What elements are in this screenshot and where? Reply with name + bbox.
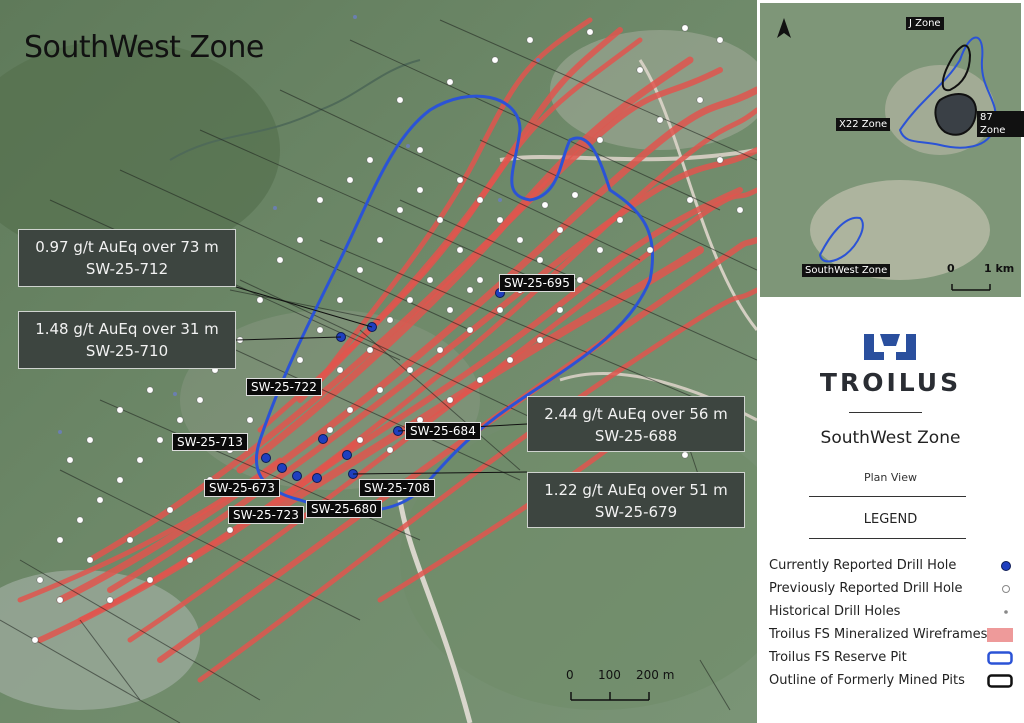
callout-hole: SW-25-679: [594, 503, 678, 521]
red-fill-icon: [987, 628, 1013, 642]
legend-item-mined-pits: [769, 671, 1019, 691]
legend-item-current-hole: [769, 556, 1019, 576]
callout-grade: 0.97 g/t AuEq over 73 m: [35, 238, 219, 256]
inset-label-southwest-zone: SouthWest Zone: [802, 264, 890, 277]
blue-outline-icon: [987, 651, 1013, 665]
legend-label: Historical Drill Holes: [769, 604, 901, 619]
callout-sw-25-712: [18, 229, 236, 287]
callout-grade: 2.44 g/t AuEq over 56 m: [544, 405, 728, 423]
callout-hole: SW-25-712: [85, 260, 169, 278]
map-title: SouthWest Zone: [24, 30, 264, 65]
divider: [849, 412, 922, 413]
callout-sw-25-710: [18, 311, 236, 369]
legend-label: Previously Reported Drill Hole: [769, 581, 963, 596]
hole-label: SW-25-723: [228, 506, 304, 524]
legend-label: Currently Reported Drill Hole: [769, 558, 957, 573]
hole-label: SW-25-673: [204, 479, 280, 497]
panel-title: SouthWest Zone: [820, 428, 961, 448]
hole-label: SW-25-695: [499, 274, 575, 292]
divider: [809, 538, 966, 539]
troilus-logo-icon: [860, 330, 920, 364]
callout-hole: SW-25-688: [594, 427, 678, 445]
scale-label-mid: 100: [598, 668, 621, 682]
inset-scale-end: 1 km: [984, 262, 1015, 275]
legend-panel: [759, 300, 1022, 721]
hole-label: SW-25-684: [405, 422, 481, 440]
legend-header: LEGEND: [863, 512, 918, 527]
blue-dot-icon: [999, 560, 1013, 572]
inset-label-87-zone: 87 Zone: [977, 111, 1024, 137]
troilus-logo-text: TROILUS: [819, 368, 962, 397]
callout-hole: SW-25-710: [85, 342, 169, 360]
legend-item-previous-hole: [769, 579, 1019, 599]
legend-item-historical-hole: [769, 602, 1019, 622]
legend-item-wireframes: [769, 625, 1019, 645]
scale-label-zero: 0: [566, 668, 574, 682]
scale-label-end: 200 m: [636, 668, 675, 682]
legend-label: Outline of Formerly Mined Pits: [769, 673, 965, 688]
inset-mined-pit: [935, 94, 976, 135]
grey-dot-icon: [999, 606, 1013, 618]
callout-sw-25-688: [527, 396, 745, 452]
inset-label-j-zone: J Zone: [906, 17, 944, 30]
hole-label: SW-25-722: [246, 378, 322, 396]
callout-sw-25-679: [527, 472, 745, 528]
panel-subtitle: Plan View: [863, 471, 917, 484]
divider: [809, 496, 966, 497]
black-outline-icon: [987, 674, 1013, 688]
inset-scale-zero: 0: [947, 262, 955, 275]
hole-label: SW-25-713: [172, 433, 248, 451]
inset-label-x22-zone: X22 Zone: [836, 118, 890, 131]
legend-label: Troilus FS Mineralized Wireframes: [769, 627, 988, 642]
hole-label: SW-25-708: [359, 479, 435, 497]
legend-label: Troilus FS Reserve Pit: [769, 650, 907, 665]
callout-grade: 1.48 g/t AuEq over 31 m: [35, 320, 219, 338]
hole-label: SW-25-680: [306, 500, 382, 518]
callout-grade: 1.22 g/t AuEq over 51 m: [544, 481, 728, 499]
legend-item-reserve-pit: [769, 648, 1019, 668]
white-dot-icon: [999, 583, 1013, 595]
